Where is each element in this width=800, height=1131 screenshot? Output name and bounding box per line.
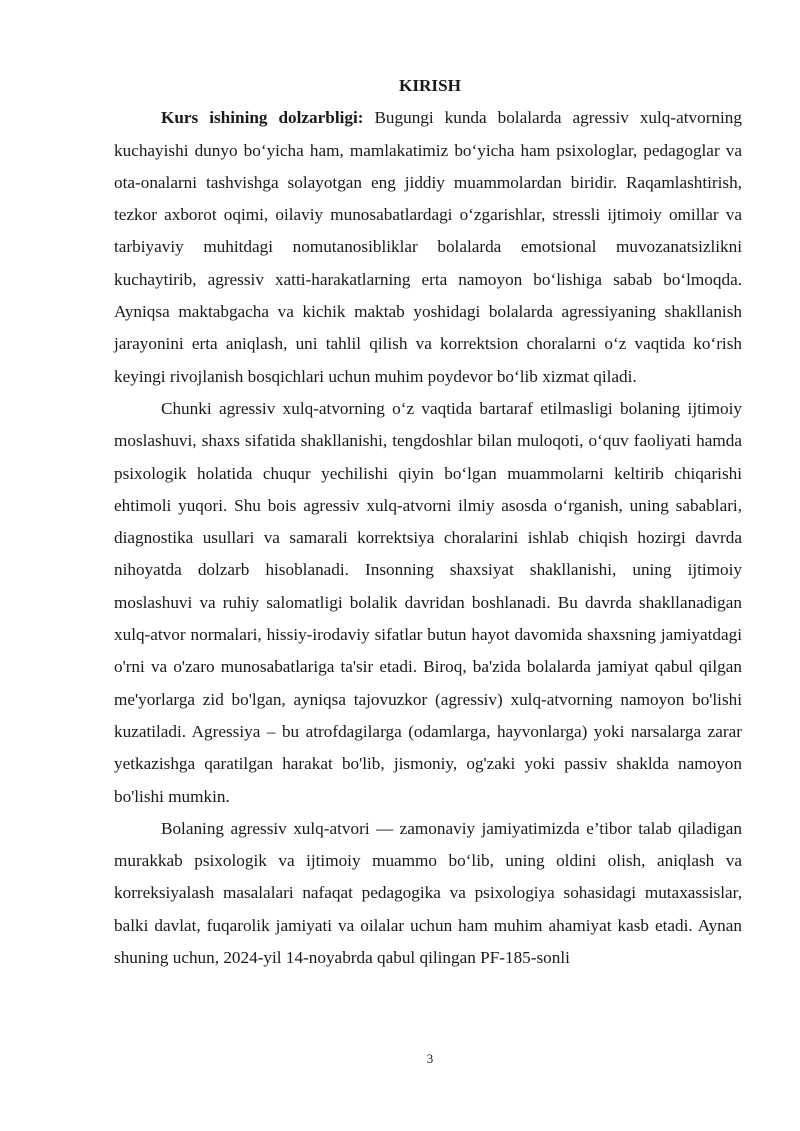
paragraph-lead: Kurs ishining dolzarbligi:: [161, 108, 364, 128]
paragraph-relevance: [114, 102, 742, 393]
section-heading: KIRISH: [398, 76, 462, 95]
paragraph-text: Bugungi kunda bolalarda agressiv xulq-atvorning kuchayishi dunyo bo‘yicha ham, mamlakatimiz bo‘yicha ham psixologlar, pedagoglar va ota-onalarni tashvishga solayotgan eng jiddiy muammolardan biridir. Raqamlashtirish, tezkor axborot oqimi, oilaviy munosabatlardagi o‘zgarishlar, stressli ijtimoiy omillar va tarbiyaviy muhitdagi nomutanosibliklar bolalarda emotsional muvozanatsizlikni kuchaytirib, agressiv xatti-harakatlarning erta namoyon bo‘lishiga sabab bo‘lmoqda. Ayniqsa maktabgacha va kichik maktab yoshidagi bolalarda agressiyaning shakllanish jarayonini erta aniqlash, uni tahlil qilish va korrektsion choralarni o‘z vaqtida ko‘rish keyingi rivojlanish bosqichlari uchun muhim poydevor bo‘lib xizmat qiladi.: [114, 108, 742, 386]
document-body: [114, 70, 742, 974]
page-number: 3: [426, 1051, 434, 1066]
paragraph-text: Bolaning agressiv xulq-atvori — zamonaviy jamiyatimizda e’tibor talab qiladigan murakkab psixologik va ijtimoiy muammo bo‘lib, uning oldini olish, aniqlash va korreksiyalash masalalari nafaqat pedagogika va psixologiya sohasidagi mutaxassislar, balki davlat, fuqarolik jamiyati va oilalar uchun ham muhim ahamiyat kasb etadi. Aynan shuning uchun, 2024-yil 14-noyabrda qabul qilingan PF-185-sonli: [114, 818, 742, 968]
paragraph-text: Chunki agressiv xulq-atvorning o‘z vaqtida bartaraf etilmasligi bolaning ijtimoiy moslashuvi, shaxs sifatida shakllanishi, tengdoshlar bilan muloqoti, o‘quv faoliyati hamda psixologik holatida chuqur yechilishi qiyin bo‘lgan muammolarni keltirib chiqarishi ehtimoli yuqori. Shu bois agressiv xulq-atvorni ilmiy asosda o‘rganish, uning sabablari, diagnostika usullari va samarali korrektsiya choralarini ishlab chiqish hozirgi davrda nihoyatda dolzarb hisoblanadi. Insonning shaxsiyat shakllanishi, uning ijtimoiy moslashuvi va ruhiy salomatligi bolalik davridan boshlanadi. Bu davrda shakllanadigan xulq-atvor normalari, hissiy-irodaviy sifatlar butun hayot davomida shaxsning jamiyatdagi o'rni va o'zaro munosabatlariga ta'sir etadi. Biroq, ba'zida bolalarda jamiyat qabul qilgan me'yorlarga zid bo'lgan, ayniqsa tajovuzkor (agressiv) xulq-atvorning namoyon bo'lishi kuzatiladi. Agressiya – bu atrofdagilarga (odamlarga, hayvonlarga) yoki narsalarga zarar yetkazishga qaratilgan harakat bo'lib, jismoniy, og'zaki yoki passiv shaklda namoyon bo'lishi mumkin.: [114, 398, 742, 806]
